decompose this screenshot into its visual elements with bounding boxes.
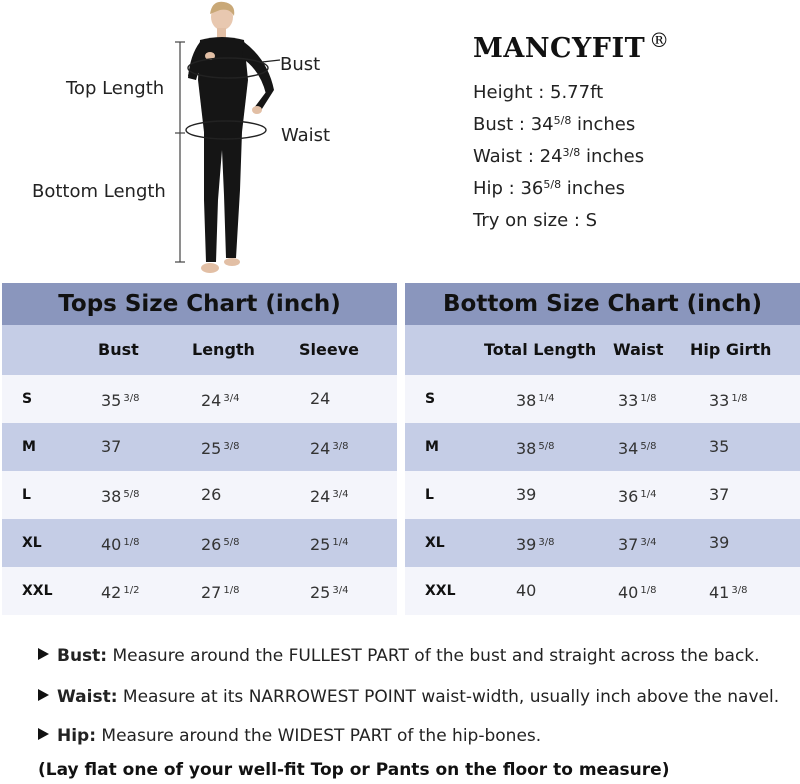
measure-note — [38, 646, 760, 666]
value-fraction: 1/8 — [223, 585, 240, 596]
value-cell — [101, 375, 139, 425]
tops-header-row — [2, 325, 397, 375]
value-cell — [101, 519, 139, 569]
stat-label: Height : 5.77ft — [473, 82, 604, 103]
value-cell — [618, 423, 656, 473]
value-whole: 35 — [709, 437, 730, 456]
model-stat — [473, 210, 597, 231]
note-term: Hip: — [57, 726, 97, 746]
size-cell: XL — [425, 535, 445, 551]
stat-label: Hip : 36 — [473, 178, 544, 199]
value-fraction: 1/8 — [640, 585, 657, 596]
column-header: Total Length — [484, 340, 597, 359]
note-term: Bust: — [57, 646, 108, 666]
model-stat — [473, 82, 603, 103]
table-row — [405, 423, 800, 471]
bottom-size-chart — [405, 283, 800, 615]
value-cell — [310, 471, 348, 521]
stat-fraction: 3/8 — [562, 146, 581, 159]
value-cell — [201, 375, 239, 425]
measure-note — [38, 726, 541, 746]
value-fraction: 3/8 — [731, 585, 748, 596]
column-header: Waist — [613, 340, 664, 359]
table-row — [405, 519, 800, 567]
size-cell: L — [425, 487, 434, 503]
column-header: Sleeve — [299, 340, 359, 359]
size-cell: S — [22, 391, 33, 407]
value-whole: 33 — [618, 391, 639, 410]
value-cell — [709, 567, 747, 617]
note-text: Measure at its NARROWEST POINT waist-width, usually inch above the navel. — [117, 687, 780, 707]
value-fraction: 3/4 — [332, 585, 349, 596]
value-fraction: 1/8 — [123, 537, 140, 548]
stat-unit: inches — [561, 178, 625, 199]
value-fraction: 1/4 — [538, 393, 555, 404]
value-cell — [101, 423, 121, 471]
model-stat — [473, 146, 644, 167]
size-cell: M — [425, 439, 439, 455]
value-cell — [201, 567, 239, 617]
value-whole: 39 — [709, 533, 730, 552]
table-row — [405, 567, 800, 615]
bust-label: Bust — [280, 54, 321, 75]
value-cell — [310, 375, 330, 423]
value-whole: 38 — [516, 391, 537, 410]
value-cell — [310, 423, 348, 473]
value-fraction: 1/4 — [332, 537, 349, 548]
value-cell — [618, 567, 656, 617]
value-whole: 34 — [618, 439, 639, 458]
value-whole: 37 — [709, 485, 730, 504]
table-row — [405, 471, 800, 519]
table-row — [2, 423, 397, 471]
value-whole: 37 — [101, 437, 122, 456]
bottom-chart-title: Bottom Size Chart (inch) — [405, 283, 800, 325]
value-whole: 25 — [310, 535, 331, 554]
table-row — [2, 375, 397, 423]
bottom-header-row — [405, 325, 800, 375]
note-term: Waist: — [57, 687, 118, 707]
value-cell — [516, 471, 536, 519]
value-fraction: 5/8 — [538, 441, 555, 452]
value-whole: 40 — [618, 583, 639, 602]
value-whole: 25 — [310, 583, 331, 602]
waist-label: Waist — [281, 125, 331, 146]
value-whole: 27 — [201, 583, 222, 602]
note-text: Measure around the WIDEST PART of the hip-bones. — [96, 726, 542, 746]
column-header: Bust — [98, 340, 139, 359]
value-cell — [201, 423, 239, 473]
tops-size-chart — [2, 283, 397, 615]
value-whole: 37 — [618, 535, 639, 554]
tops-chart-title: Tops Size Chart (inch) — [2, 283, 397, 325]
size-cell: L — [22, 487, 31, 503]
value-fraction: 3/4 — [223, 393, 240, 404]
stat-unit: inches — [580, 146, 645, 167]
value-fraction: 3/4 — [640, 537, 657, 548]
value-fraction: 3/4 — [332, 489, 349, 500]
column-header: Length — [192, 340, 255, 359]
value-fraction: 1/4 — [640, 489, 657, 500]
top-length-label: Top Length — [66, 78, 165, 99]
value-whole: 40 — [101, 535, 122, 554]
table-row — [2, 567, 397, 615]
value-cell — [201, 519, 239, 569]
stat-fraction: 5/8 — [543, 178, 562, 191]
value-whole: 24 — [201, 391, 222, 410]
value-whole: 39 — [516, 535, 537, 554]
value-cell — [618, 471, 656, 521]
value-whole: 25 — [201, 439, 222, 458]
value-fraction: 1/2 — [123, 585, 140, 596]
value-whole: 24 — [310, 389, 331, 408]
triangle-bullet-icon — [38, 728, 49, 740]
value-fraction: 3/8 — [123, 393, 140, 404]
value-whole: 35 — [101, 391, 122, 410]
value-cell — [618, 519, 656, 569]
value-fraction: 5/8 — [640, 441, 657, 452]
value-whole: 42 — [101, 583, 122, 602]
value-whole: 36 — [618, 487, 639, 506]
stat-label: Bust : 34 — [473, 114, 554, 135]
bottom-length-label: Bottom Length — [32, 181, 166, 202]
value-cell — [516, 423, 554, 473]
value-whole: 41 — [709, 583, 730, 602]
value-cell — [310, 567, 348, 617]
value-cell — [516, 375, 554, 425]
triangle-bullet-icon — [38, 648, 49, 660]
stat-fraction: 5/8 — [553, 114, 572, 127]
brand-name — [473, 28, 670, 64]
value-cell — [101, 471, 139, 521]
value-whole: 38 — [101, 487, 122, 506]
value-cell — [618, 375, 656, 425]
value-whole: 40 — [516, 581, 537, 600]
value-fraction: 3/8 — [223, 441, 240, 452]
value-cell — [201, 471, 221, 519]
registered-mark: ® — [649, 28, 670, 52]
value-fraction: 5/8 — [223, 537, 240, 548]
stat-label: Waist : 24 — [473, 146, 563, 167]
table-row — [2, 471, 397, 519]
size-cell: XXL — [22, 583, 53, 599]
value-whole: 39 — [516, 485, 537, 504]
value-cell — [709, 423, 729, 471]
value-whole: 26 — [201, 535, 222, 554]
triangle-bullet-icon — [38, 689, 49, 701]
value-fraction: 3/8 — [538, 537, 555, 548]
table-row — [405, 375, 800, 423]
value-whole: 26 — [201, 485, 222, 504]
value-cell — [310, 519, 348, 569]
model-stat — [473, 114, 635, 135]
value-cell — [516, 567, 536, 615]
stat-unit: inches — [571, 114, 636, 135]
value-cell — [709, 375, 747, 425]
value-cell — [709, 519, 729, 567]
size-cell: M — [22, 439, 36, 455]
column-header: Hip Girth — [690, 340, 772, 359]
value-fraction: 1/8 — [731, 393, 748, 404]
value-cell — [516, 519, 554, 569]
note-text: Measure around the FULLEST PART of the bust and straight across the back. — [107, 646, 760, 666]
value-whole: 24 — [310, 439, 331, 458]
value-fraction: 1/8 — [640, 393, 657, 404]
value-whole: 38 — [516, 439, 537, 458]
model-stat — [473, 178, 625, 199]
value-fraction: 3/8 — [332, 441, 349, 452]
size-cell: XL — [22, 535, 42, 551]
size-cell: S — [425, 391, 436, 407]
value-cell — [709, 471, 729, 519]
value-whole: 24 — [310, 487, 331, 506]
size-cell: XXL — [425, 583, 456, 599]
value-whole: 33 — [709, 391, 730, 410]
brand-text: MANCYFIT — [473, 33, 646, 64]
table-row — [2, 519, 397, 567]
measure-note — [38, 687, 779, 707]
value-fraction: 5/8 — [123, 489, 140, 500]
stat-label: Try on size : S — [473, 210, 598, 231]
value-cell — [101, 567, 139, 617]
measure-instruction: (Lay flat one of your well-fit Top or Pants on the floor to measure) — [38, 760, 670, 780]
